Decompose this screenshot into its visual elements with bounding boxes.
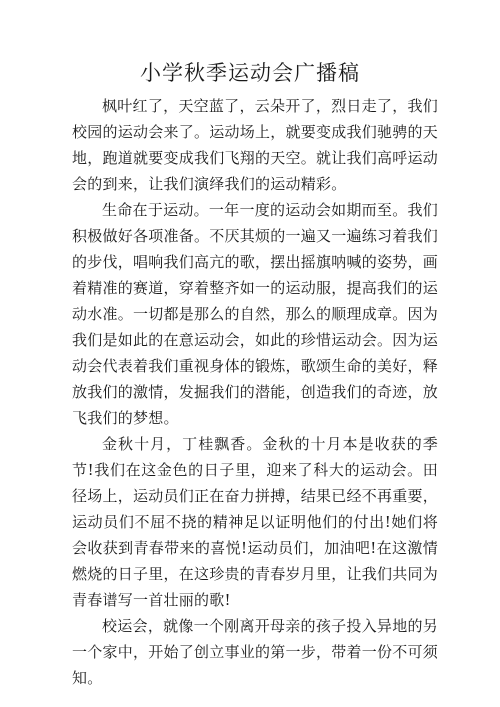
paragraph: 枫叶红了，天空蓝了，云朵开了，烈日走了，我们校园的运动会来了。运动场上，就要变成我们驰骋的天地，跑道就要变成我们飞翔的天空。就让我们高呼运动会的到来，让我们演绎我们的运动精彩。 (72, 97, 439, 193)
paragraph: 校运会，就像一个刚离开母亲的孩子投入异地的另一个家中，开始了创立事业的第一步，带着一份不可须知。 (72, 617, 439, 687)
paragraph: 生命在于运动。一年一度的运动会如期而至。我们积极做好各项准备。不厌其烦的一遍又一遍练习着我们的步伐，唱响我们高亢的歌，摆出摇旗呐喊的姿势，画着精准的赛道，穿着整齐如一的运动服，提高我们的运动水准。一切都是那么的自然，那么的顺理成章。因为我们是如此的在意运动会，如此的珍惜运动会。因为运动会代表着我们重视身体的锻炼，歌颂生命的美好，释放我们的激情，发掘我们的潜能，创造我们的奇迹，放飞我们的梦想。 (72, 201, 439, 427)
paragraph: 金秋十月，丁桂飘香。金秋的十月本是收获的季节!我们在这金色的日子里，迎来了科大的运动会。田径场上，运动员们正在奋力拼搏，结果已经不再重要，运动员们不屈不挠的精神足以证明他们的付出!她们将会收获到青春带来的喜悦!运动员们，加油吧!在这激情燃烧的日子里，在这珍贵的青春岁月里，让我们共同为青春谱写一首壮丽的歌! (72, 435, 439, 609)
document-title: 小学秋季运动会广播稿 (140, 61, 360, 85)
document-body (72, 93, 438, 691)
